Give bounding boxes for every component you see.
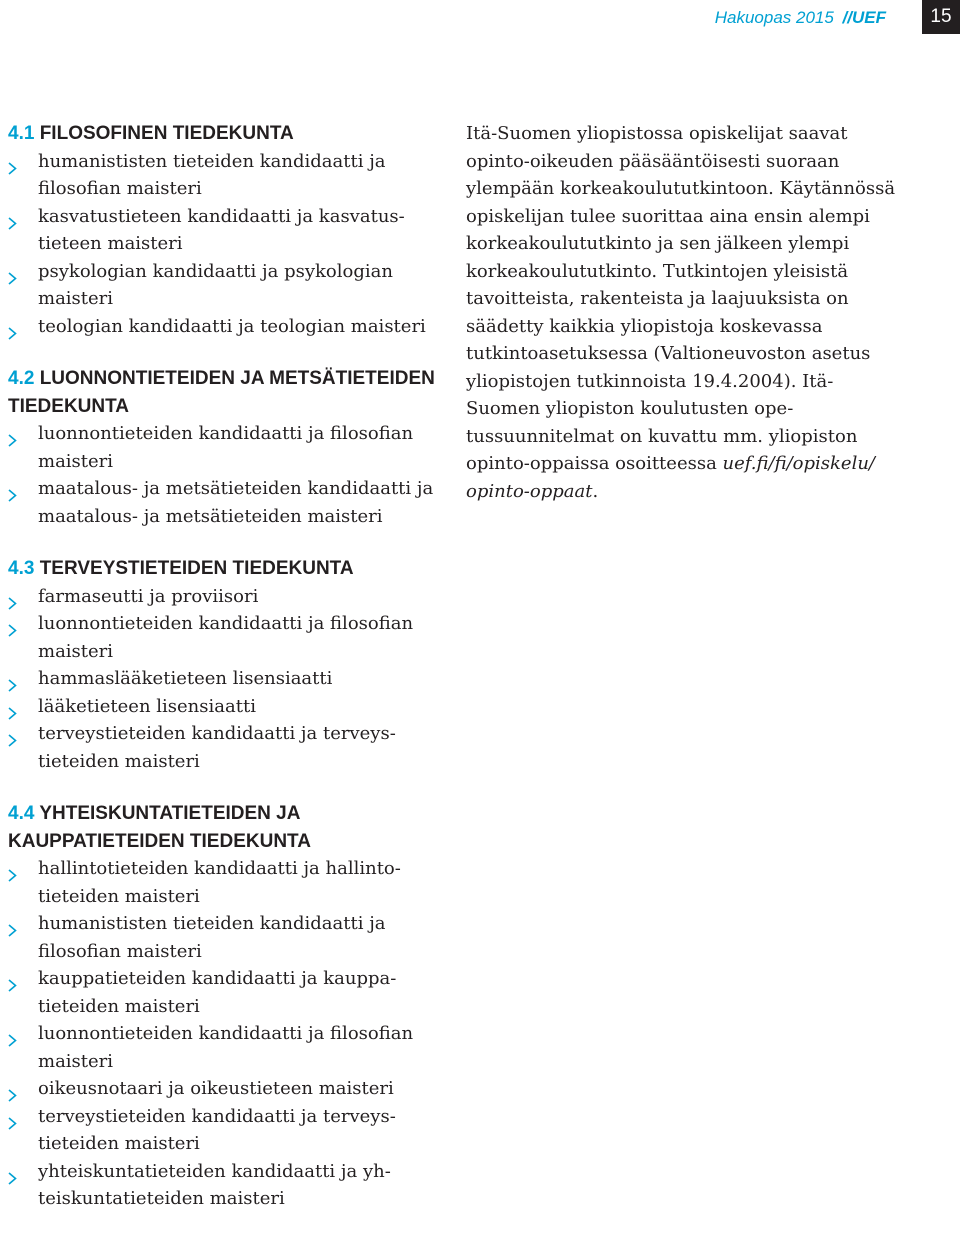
chevron-right-icon — [8, 701, 17, 714]
list-item: luonnontieteiden kandidaatti ja filosofian maisteri — [8, 420, 438, 475]
section-heading: 4.4 YHTEISKUNTATIETEIDEN JA KAUPPATIETEIDEN TIEDEKUNTA — [8, 803, 311, 852]
publication-title: Hakuopas 2015 — [714, 8, 834, 27]
chevron-right-icon — [8, 483, 17, 496]
list-item: yhteiskuntatieteiden kandidaatti ja yhteiskuntatieteiden maisteri — [8, 1158, 438, 1213]
chevron-right-icon — [8, 618, 17, 631]
section-heading: 4.1 FILOSOFINEN TIEDEKUNTA — [8, 123, 294, 144]
degree-list — [8, 583, 438, 776]
section-heading: 4.2 LUONNONTIETEIDEN JA METSÄTIETEIDEN TIEDEKUNTA — [8, 368, 435, 417]
chevron-right-icon — [8, 1166, 17, 1179]
brand-logo: UEF — [852, 8, 886, 27]
section-luonnontieteiden — [8, 365, 438, 530]
chevron-right-icon — [8, 266, 17, 279]
chevron-right-icon — [8, 1083, 17, 1096]
chevron-right-icon — [8, 728, 17, 741]
chevron-right-icon — [8, 918, 17, 931]
list-item: terveystieteiden kandidaatti ja terveystieteiden maisteri — [8, 1103, 438, 1158]
study-guide-link[interactable]: uef.fi/fi/opiskelu/ opinto-oppaat — [466, 453, 875, 502]
list-item: luonnontieteiden kandidaatti ja filosofian maisteri — [8, 610, 438, 665]
chevron-right-icon — [8, 156, 17, 169]
list-item: kauppatieteiden kandidaatti ja kauppatieteiden maisteri — [8, 965, 438, 1020]
chevron-right-icon — [8, 863, 17, 876]
page-number: 15 — [922, 0, 960, 34]
chevron-right-icon — [8, 211, 17, 224]
list-item: hallintotieteiden kandidaatti ja hallintotieteiden maisteri — [8, 855, 438, 910]
page-header — [560, 0, 960, 34]
brand-separator: // — [842, 8, 852, 27]
chevron-right-icon — [8, 1028, 17, 1041]
chevron-right-icon — [8, 973, 17, 986]
section-terveystieteiden — [8, 555, 438, 775]
list-item: maatalous- ja metsätieteiden kandidaatti ja maatalous- ja metsätieteiden maisteri — [8, 475, 438, 530]
list-item: psykologian kandidaatti ja psykologian maisteri — [8, 258, 438, 313]
list-item: luonnontieteiden kandidaatti ja filosofian maisteri — [8, 1020, 438, 1075]
list-item: hammaslääketieteen lisensiaatti — [8, 665, 438, 693]
degree-list — [8, 420, 438, 530]
list-item: humanististen tieteiden kandidaatti ja filosofian maisteri — [8, 910, 438, 965]
section-heading: 4.3 TERVEYSTIETEIDEN TIEDEKUNTA — [8, 558, 354, 579]
chevron-right-icon — [8, 591, 17, 604]
list-item: teologian kandidaatti ja teologian maisteri — [8, 313, 438, 341]
chevron-right-icon — [8, 1111, 17, 1124]
degree-list — [8, 855, 438, 1213]
list-item: terveystieteiden kandidaatti ja terveystieteiden maisteri — [8, 720, 438, 775]
list-item: humanististen tieteiden kandidaatti ja filosofian maisteri — [8, 148, 438, 203]
intro-column — [466, 120, 906, 505]
chevron-right-icon — [8, 321, 17, 334]
list-item: oikeusnotaari ja oikeustieteen maisteri — [8, 1075, 438, 1103]
running-header — [715, 8, 886, 28]
list-item: kasvatustieteen kandidaatti ja kasvatustieteen maisteri — [8, 203, 438, 258]
chevron-right-icon — [8, 673, 17, 686]
intro-paragraph: Itä-Suomen yliopistossa opiskelijat saavat opinto-oikeuden pääsääntöisesti suoraan ylempään korkeakoulututkintoon. Käytännössä opiskelijan tulee suorittaa aina ensin alempi korkeakoulututkinto ja sen jälkeen ylempi korkeakoulututkinto. Tutkintojen yleisistä tavoitteista, rakenteista ja laajuuksista on säädetty kaikkia yliopistoja koskevassa tutkintoasetuksessa (Valtioneuvoston asetus yliopistojen tutkinnoista 19.4.2004). Itä-Suomen yliopiston koulutusten opetussuunnitelmat on kuvattu mm. yliopiston opinto-oppaissa osoitteessa uef.fi/fi/opiskelu/ opinto-oppaat. — [466, 123, 896, 502]
section-filosofinen — [8, 120, 438, 340]
section-yhteiskuntatieteiden — [8, 800, 438, 1213]
chevron-right-icon — [8, 428, 17, 441]
faculty-list-column — [8, 120, 438, 1238]
list-item: farmaseutti ja proviisori — [8, 583, 438, 611]
list-item: lääketieteen lisensiaatti — [8, 693, 438, 721]
degree-list — [8, 148, 438, 341]
